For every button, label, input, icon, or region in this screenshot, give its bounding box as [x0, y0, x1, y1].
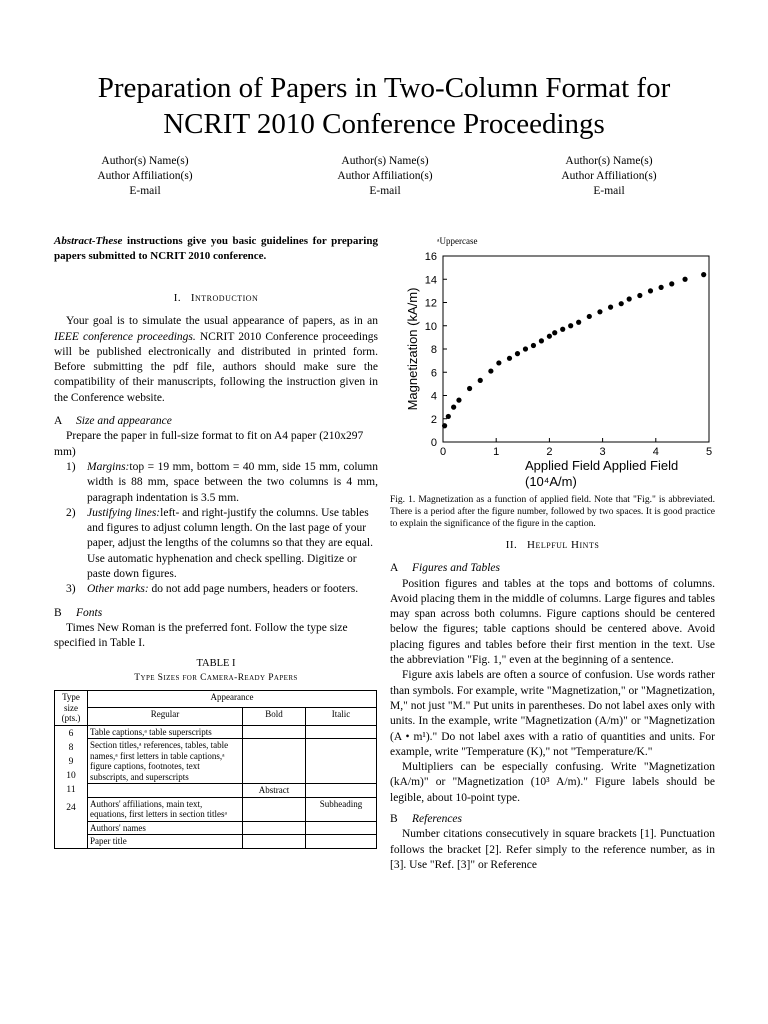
table-row — [55, 739, 377, 784]
list-number: 1) — [66, 460, 76, 473]
author-email: E-mail — [593, 185, 625, 197]
y-tick-label: 2 — [430, 413, 437, 426]
intro-paragraph — [54, 314, 378, 406]
section-heading-introduction — [54, 291, 378, 306]
figures-paragraph-3: Multipliers can be especially confusing. Write "Magnetization (kA/m)" or "Magnetization (10³ A/m)." Figure labels should be legible, about 10-point type. — [390, 761, 715, 804]
subsection-size-appearance — [54, 414, 378, 429]
paper-title — [0, 70, 768, 142]
table-cell: Section titles,ᵃ references, tables, table names,ᵃ first letters in table captions,ᵃ figure captions, footnotes, text subscripts, and superscripts — [88, 739, 243, 784]
table-cell — [243, 835, 306, 849]
author-3 — [509, 154, 709, 199]
table-cell: Subheading — [306, 797, 377, 821]
y-tick-label: 0 — [430, 437, 437, 449]
chart-annotation: ᵃUppercase — [437, 236, 478, 246]
table-cell — [243, 739, 306, 784]
data-point — [478, 378, 483, 383]
list-number: 3) — [66, 583, 76, 596]
table-cell: Abstract — [243, 784, 306, 798]
list-label: Justifying lines: — [87, 506, 161, 519]
data-point — [637, 293, 642, 298]
table-cell — [306, 821, 377, 835]
y-tick-label: 14 — [424, 274, 437, 287]
author-email: E-mail — [369, 185, 401, 197]
table-header-type-size: Type size (pts.) — [55, 691, 88, 726]
table-cell — [306, 739, 377, 784]
data-point — [597, 309, 602, 314]
table-sizes-cell — [55, 725, 88, 848]
x-tick-label: 5 — [705, 446, 713, 458]
author-affiliation: Author Affiliation(s) — [97, 170, 193, 182]
subsection-title: Fonts — [76, 606, 103, 619]
author-1 — [45, 154, 245, 199]
data-point — [560, 327, 565, 332]
data-point — [568, 323, 573, 328]
author-affiliation: Author Affiliation(s) — [337, 170, 433, 182]
size-8: 8 — [68, 742, 74, 753]
size-6: 6 — [68, 728, 74, 739]
intro-text-b: NCRIT 2010 Conference proceedings will be published electronically and distributed in printed form. Before submitting the pdf file, authors should make sure the compatibility of their manuscripts, following the instruction given in the Conference website. — [54, 330, 378, 404]
list-item — [54, 460, 378, 506]
subsection-title: Size and appearance — [76, 415, 172, 428]
y-tick-label: 10 — [424, 320, 437, 333]
data-point — [507, 356, 512, 361]
author-2 — [285, 154, 485, 199]
abstract — [54, 234, 378, 263]
data-point — [496, 360, 501, 365]
data-point — [576, 320, 581, 325]
table-header-regular: Regular — [88, 708, 243, 725]
subsection-letter: B — [54, 606, 62, 619]
author-name: Author(s) Name(s) — [101, 155, 189, 167]
subsection-letter: B — [390, 813, 398, 826]
references-paragraph: Number citations consecutively in square brackets [1]. Punctuation follows the bracket [2]. Refer simply to the reference number, as in [3]. Use "Ref. [3]" or Reference — [390, 828, 715, 871]
x-axis-label: Applied Field Applied Field — [525, 458, 679, 473]
figure-caption: Fig. 1. Magnetization as a function of applied field. Note that "Fig." is abbreviated. There is a period after the figure number, followed by two spaces. It is good practice to explain the significance of the figure in the caption. — [390, 495, 715, 529]
table-row — [55, 691, 377, 708]
title-line-1: Preparation of Papers in Two-Column Format for — [97, 72, 671, 104]
table-cell — [306, 725, 377, 739]
subsection-title: References — [412, 813, 463, 826]
table-label: TABLE I — [196, 657, 236, 669]
section-title: Helpful Hints — [527, 539, 600, 551]
author-affiliation: Author Affiliation(s) — [561, 170, 657, 182]
x-tick-label: 3 — [599, 446, 606, 458]
data-point — [531, 343, 536, 348]
formatting-list — [54, 460, 378, 598]
figures-paragraph-2: Figure axis labels are often a source of confusion. Use words rather than symbols. For example, write "Magnetization," or "Magnetization, M," not just "M." Put units in parentheses. Do not label axes only with units. In the example, write "Magnetization (A/m)" or "Magnetization (A • m¹)." Do not label axes with a ratio of quantities and units. For example, write "Temperature (K)," not "Temperature/K." — [390, 669, 715, 758]
magnetization-chart — [395, 232, 725, 494]
y-tick-label: 4 — [430, 390, 437, 403]
data-point — [682, 277, 687, 282]
right-column — [390, 494, 715, 873]
x-axis-label-units: (10⁴A/m) — [525, 474, 577, 489]
subsection-letter: A — [54, 415, 63, 428]
table-row — [55, 821, 377, 835]
table-row — [55, 835, 377, 849]
data-point — [648, 288, 653, 293]
table-header-appearance: Appearance — [88, 691, 377, 708]
data-point — [523, 346, 528, 351]
list-text: left- and right-justify the columns. Use tables and figures to adjust column length. On the last page of your paper, adjust the lengths of the columns so that they are equal. Use automatic hyphenation and check spelling. Digitize or paste down figures. — [87, 506, 374, 581]
abstract-text: instructions give you basic guidelines for preparing papers submitted to NCRIT 2010 conference. — [54, 235, 378, 262]
list-text: top = 19 mm, bottom = 40 mm, side 15 mm, column width is 88 mm, space between the two columns is 4 mm, paragraph indentation is 3.5 mm. — [87, 460, 378, 504]
data-point — [539, 338, 544, 343]
data-point — [627, 296, 632, 301]
table-header-italic: Italic — [306, 708, 377, 725]
data-point — [467, 386, 472, 391]
data-point — [446, 414, 451, 419]
table-cell: Authors' affiliations, main text, equations, first letters in section titlesᵃ — [88, 797, 243, 821]
chart-points — [442, 272, 706, 428]
data-point — [608, 305, 613, 310]
size-11: 11 — [66, 784, 76, 795]
list-item — [54, 582, 378, 597]
subsection-title: Figures and Tables — [412, 562, 500, 575]
y-tick-label: 8 — [430, 344, 437, 356]
table-row — [55, 708, 377, 725]
title-line-2: NCRIT 2010 Conference Proceedings — [163, 108, 605, 140]
table-cell: Paper title — [88, 835, 243, 849]
section-number: I. — [173, 292, 182, 304]
table-row — [55, 784, 377, 798]
list-label: Other marks: — [87, 583, 149, 596]
data-point — [587, 314, 592, 319]
plot-frame — [443, 256, 709, 442]
x-tick-label: 2 — [546, 446, 553, 458]
author-name: Author(s) Name(s) — [341, 155, 429, 167]
x-tick-label: 1 — [493, 446, 500, 458]
x-tick-label: 0 — [439, 446, 447, 458]
data-point — [552, 330, 557, 335]
table-cell: Table captions,ᵃ table superscripts — [88, 725, 243, 739]
table-row — [55, 797, 377, 821]
data-point — [619, 301, 624, 306]
intro-text-a: Your goal is to simulate the usual appearance of papers, as in an — [66, 315, 378, 328]
data-point — [451, 405, 456, 410]
data-point — [701, 272, 706, 277]
data-point — [659, 285, 664, 290]
intro-emphasis: IEEE conference proceedings. — [54, 330, 196, 343]
table-row — [55, 725, 377, 739]
y-tick-label: 12 — [424, 297, 437, 310]
list-label: Margins: — [87, 460, 130, 473]
y-tick-label: 16 — [424, 251, 437, 263]
size-9: 9 — [68, 756, 74, 767]
section-number: II. — [505, 539, 518, 551]
y-axis-label: Magnetization (kA/m) — [405, 287, 420, 411]
table-cell — [88, 784, 243, 798]
list-item — [54, 506, 378, 582]
list-text: do not add page numbers, headers or footers. — [148, 583, 359, 596]
section-title: Introduction — [190, 292, 259, 304]
data-point — [488, 368, 493, 373]
x-tick-label: 4 — [652, 446, 659, 458]
table-cell — [306, 835, 377, 849]
subsection-fonts — [54, 606, 378, 621]
table-cell — [306, 784, 377, 798]
section-heading-helpful-hints — [390, 538, 715, 553]
list-number: 2) — [66, 506, 76, 519]
subsection-references — [390, 812, 715, 827]
size-10: 10 — [66, 770, 76, 781]
abstract-label: Abstract-These — [54, 235, 123, 247]
left-column — [54, 234, 378, 849]
table-cell — [243, 821, 306, 835]
table-cell — [243, 725, 306, 739]
size-paragraph: Prepare the paper in full-size format to fit on A4 paper (210x297 mm) — [54, 430, 364, 458]
data-point — [547, 334, 552, 339]
table-cell: Authors' names — [88, 821, 243, 835]
chart-axes — [405, 236, 712, 489]
y-tick-label: 6 — [430, 367, 437, 380]
size-24: 24 — [66, 802, 76, 813]
author-name: Author(s) Name(s) — [565, 155, 653, 167]
fonts-paragraph: Times New Roman is the preferred font. Follow the type size specified in Table I. — [54, 621, 348, 650]
table-cell — [243, 797, 306, 821]
type-sizes-table — [54, 690, 377, 849]
data-point — [515, 351, 520, 356]
data-point — [442, 423, 447, 428]
table-header-bold: Bold — [243, 708, 306, 725]
subsection-letter: A — [390, 562, 399, 575]
figures-paragraph-1: Position figures and tables at the tops and bottoms of columns. Avoid placing them in the middle of columns. Large figures and tables may span across both columns. Figure captions should be centered below the figures; table captions should be centered above. Avoid placing figures and tables before their first mention in the text. Use the abbreviation "Fig. 1," even at the beginning of a sentence. — [390, 577, 715, 667]
subsection-figures-tables — [390, 561, 715, 576]
author-email: E-mail — [129, 185, 161, 197]
figure-1 — [395, 232, 725, 494]
data-point — [456, 398, 461, 403]
table-caption: Type Sizes for Camera-Ready Papers — [134, 672, 298, 683]
data-point — [669, 281, 674, 286]
